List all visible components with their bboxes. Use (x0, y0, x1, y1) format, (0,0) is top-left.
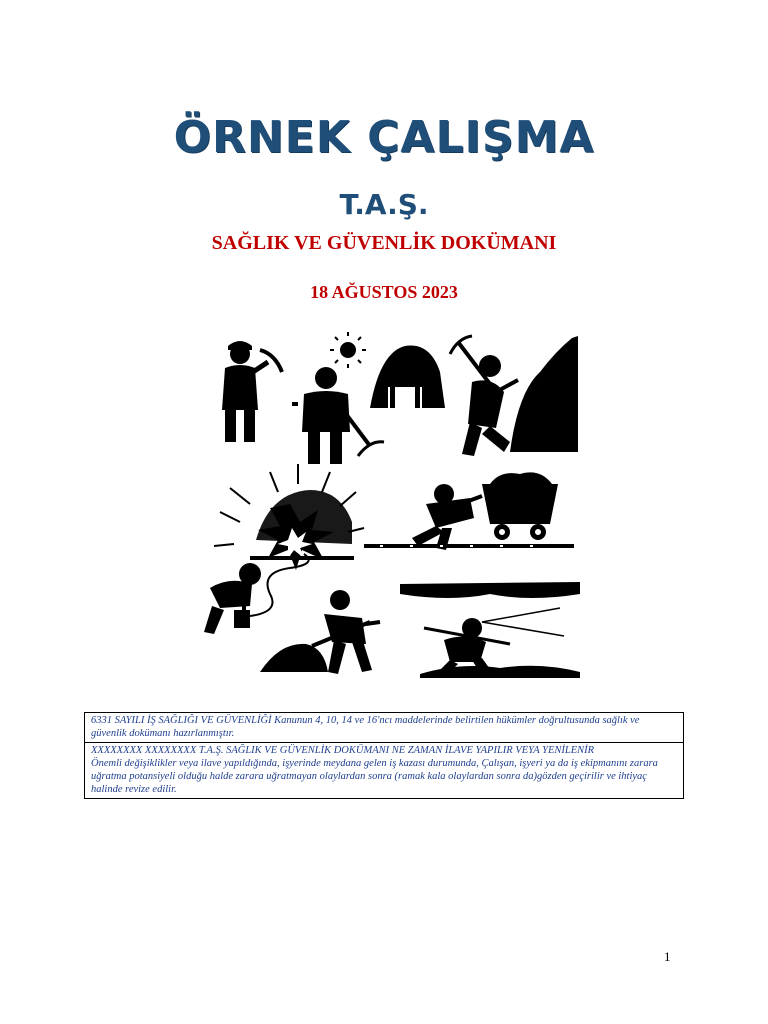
legal-basis-row (85, 713, 683, 742)
document-date: 18 AĞUSTOS 2023 (310, 282, 458, 302)
miner-with-pickaxe-icon (222, 341, 282, 442)
miner-detonator-icon (204, 554, 309, 634)
page-number: 1 (664, 949, 671, 964)
legal-basis-text: 6331 SAYILI İŞ SAĞLIĞI VE GÜVENLİĞİ Kanunun 4, 10, 14 ve 16'ncı maddelerinde belirtilen hükümler doğrultusunda sağlık ve güvenlik dokümanı hazırlanmıştır. (91, 715, 640, 739)
legal-info-table (84, 712, 684, 799)
company-abbreviation: T.A.Ş. (339, 188, 429, 221)
miner-pushing-cart-icon (364, 472, 574, 550)
miner-tunnel-headlamp-icon (400, 582, 580, 678)
miners-pictogram-icon (200, 332, 585, 682)
document-main-title: ÖRNEK ÇALIŞMA (173, 112, 595, 163)
revision-heading: XXXXXXXX XXXXXXXX T.A.Ş. SAĞLIK VE GÜVENLİK DOKÜMANI NE ZAMAN İLAVE YAPILIR VEYA YENİLENİR (91, 745, 595, 756)
mine-entrance-icon (370, 346, 445, 408)
revision-row (85, 742, 683, 798)
miner-standing-icon (292, 332, 384, 464)
miner-climbing-icon (450, 336, 518, 456)
miner-shoveling-icon (260, 590, 380, 674)
rock-face-icon (510, 336, 578, 452)
document-type-title: SAĞLIK VE GÜVENLİK DOKÜMANI (211, 232, 557, 254)
explosion-icon (214, 464, 364, 570)
revision-body: Önemli değişiklikler veya ilave yapıldığında, işyerinde meydana gelen iş kazası durumunda, Çalışan, işyeri ya da iş ekipmanını zarara uğratma potansiyeli olduğu halde zarara uğratmayan olaylardan sonra (ramak kala olaylardan sonra da)gözden geçirilir ve ihtiyaç halinde revize edilir. (91, 758, 658, 795)
